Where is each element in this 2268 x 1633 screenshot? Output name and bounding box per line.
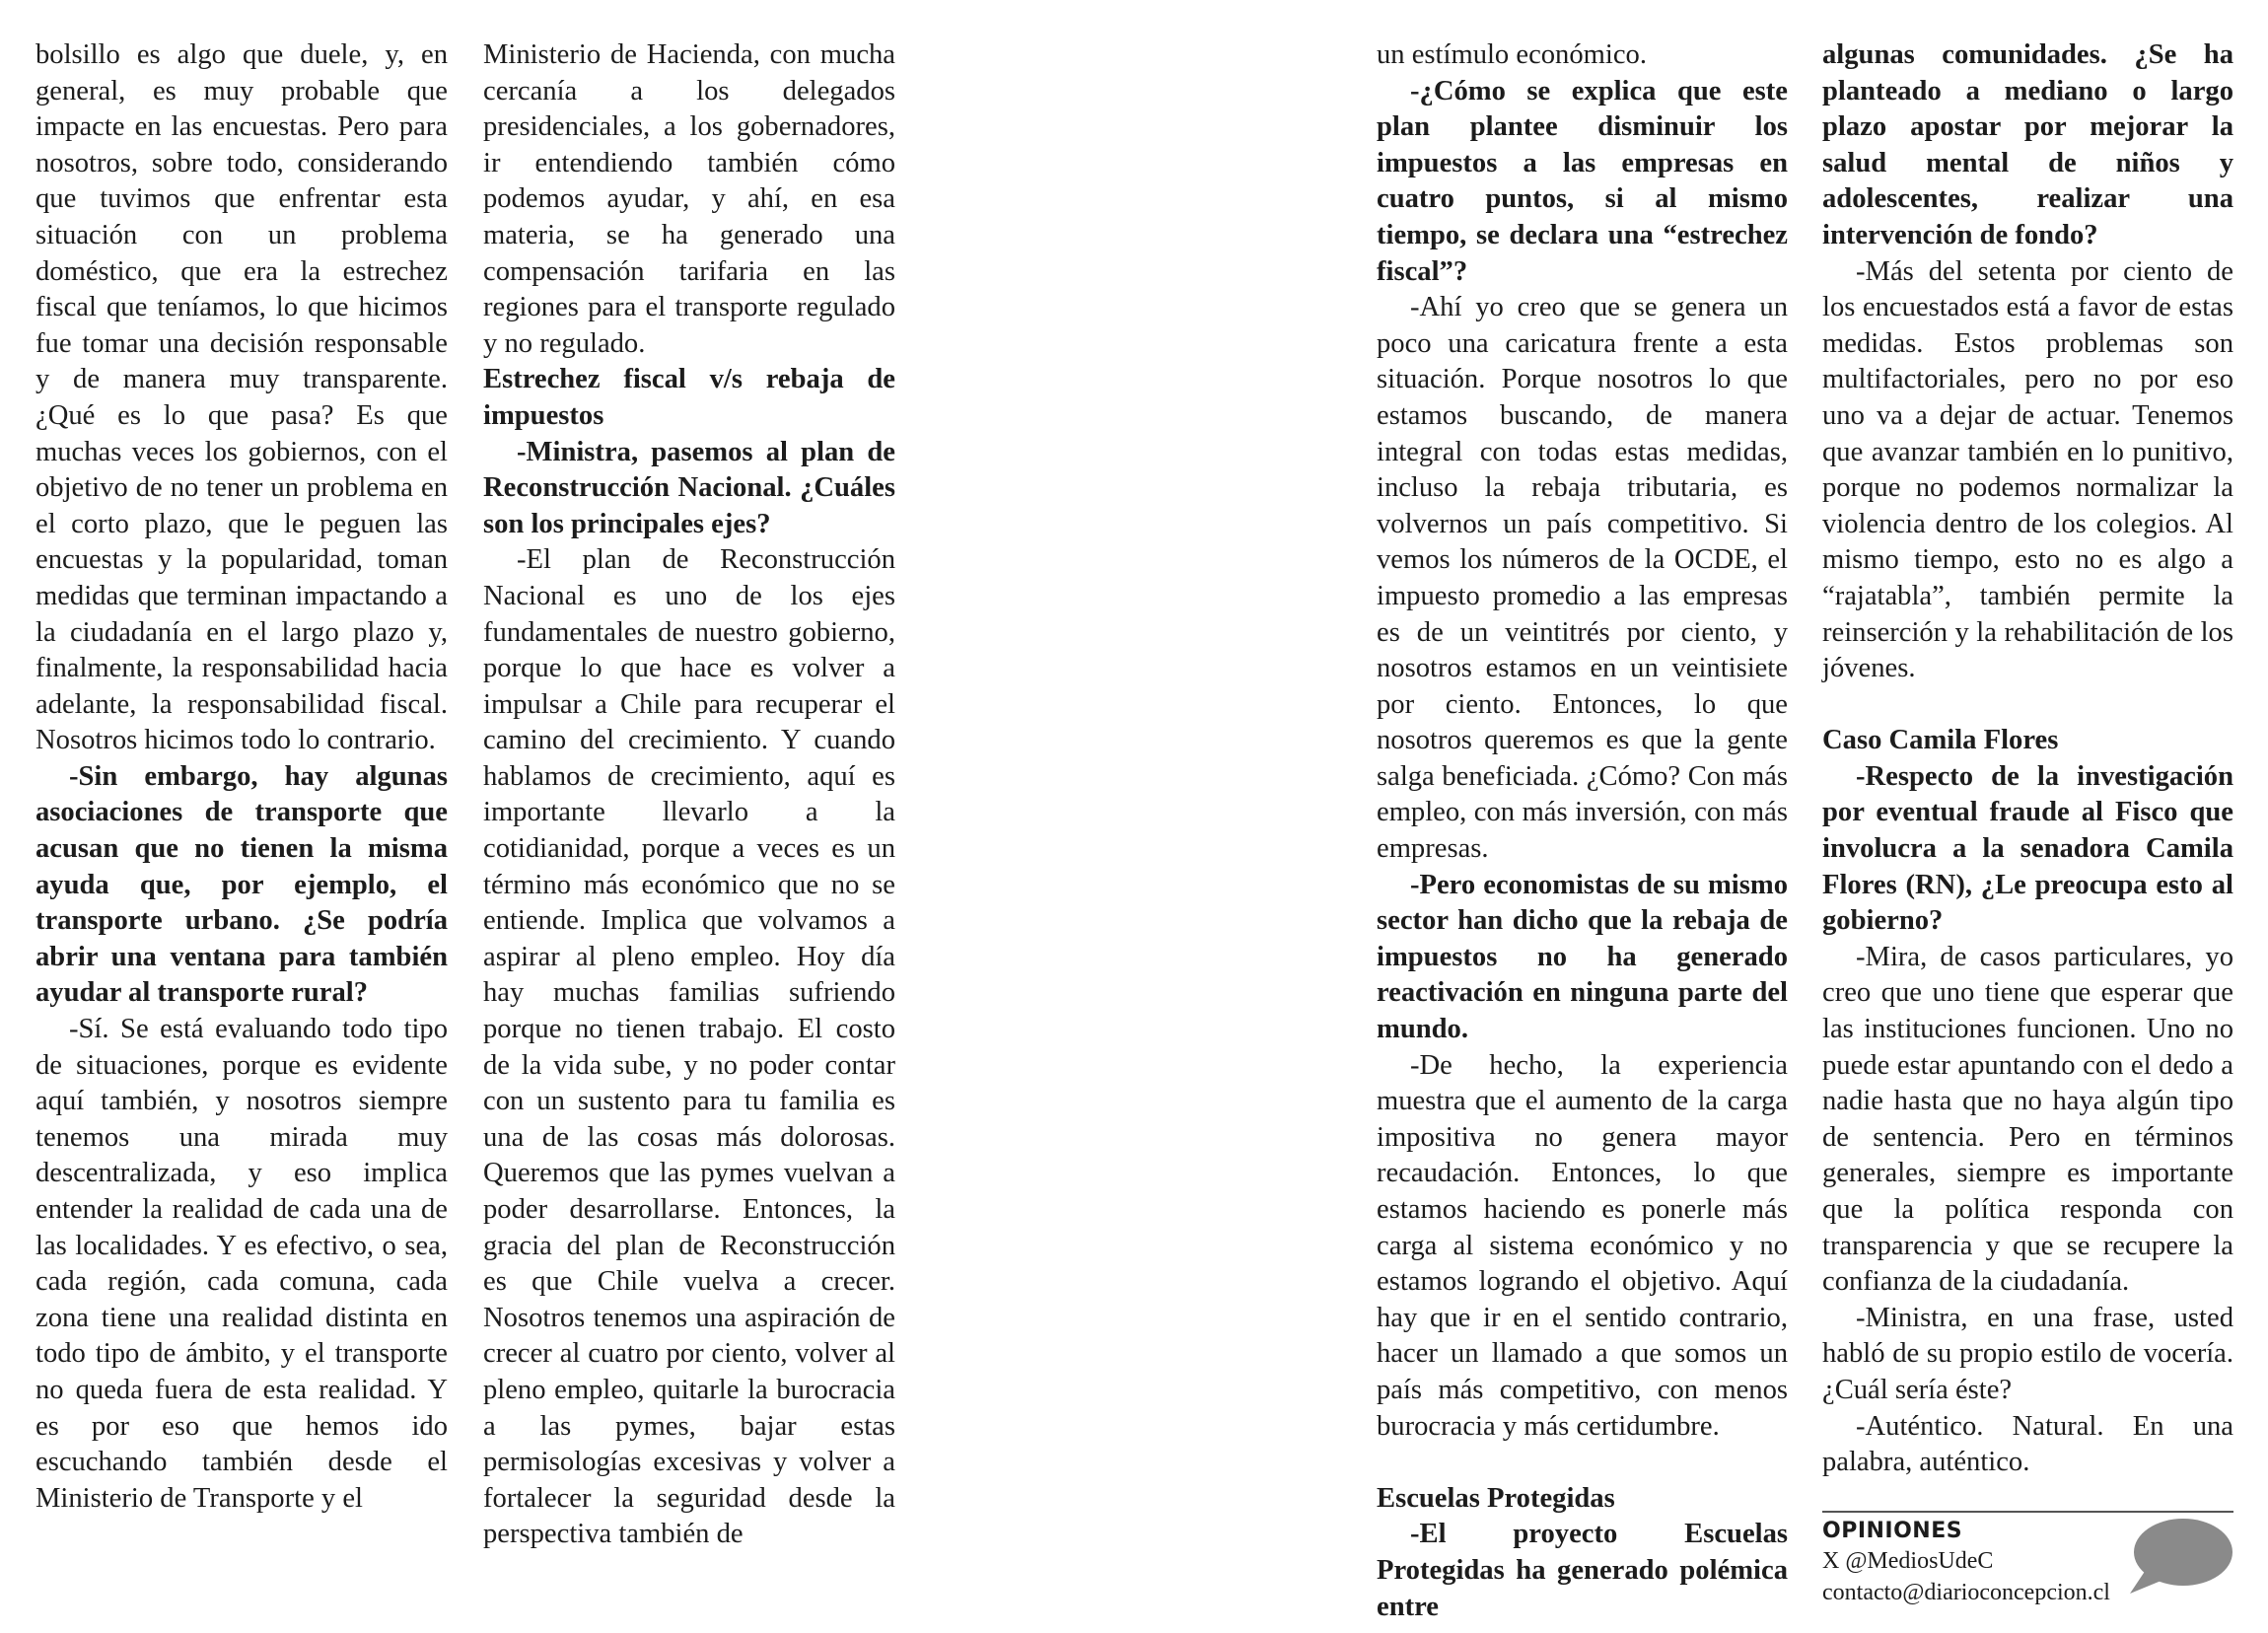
interview-question: -Pero economistas de su mismo sector han dicho que la rebaja de impuestos no ha generado reactivación en ninguna parte del mundo. [1377, 869, 1788, 1045]
interview-question: -Sin embargo, hay algunas asociaciones de transporte que acusan que no tienen la misma ayuda que, por ejemplo, el transporte urbano. ¿Se podría abrir una ventana para también ayudar al transporte rural? [35, 760, 448, 1009]
body-paragraph: -Auténtico. Natural. En una palabra, auténtico. [1822, 1410, 2233, 1478]
body-paragraph: -Más del setenta por ciento de los encuestados está a favor de estas medidas. Estos problemas son multifactoriales, pero no por eso uno va a dejar de actuar. Tenemos que avanzar también en lo punitivo, porque no podemos normalizar la violencia dentro de los colegios. Al mismo tiempo, esto no es algo a “rajatabla”, también permite la reinserción y la rehabilitación de los jóvenes. [1822, 255, 2233, 684]
interview-question: -¿Cómo se explica que este plan plantee disminuir los impuestos a las empresas en cuatro puntos, si al mismo tiempo, se declara una “estrechez fiscal”? [1377, 75, 1788, 287]
interview-question: -Ministra, en una frase, usted habló de su propio estilo de vocería. ¿Cuál sería éste? [1822, 1302, 2233, 1405]
text-column-2 [483, 37, 895, 1553]
opinions-title: OPINIONES [1822, 1519, 1963, 1543]
text-column-1 [35, 37, 448, 1517]
body-paragraph: -De hecho, la experiencia muestra que el aumento de la carga impositiva no genera mayor recaudación. Entonces, lo que estamos haciendo es ponerle más carga al sistema económico y no estamos logrando el objetivo. Aquí hay que ir en el sentido contrario, hacer un llamado a que somos un país más competitivo, con menos burocracia y más certidumbre. [1377, 1049, 1788, 1442]
text-column-4 [1822, 37, 2233, 1481]
spacer [1377, 1445, 1788, 1481]
interview-question: -El proyecto Escuelas Protegidas ha generado polémica entre [1377, 1519, 1788, 1622]
interview-question: -Ministra, pasemos al plan de Reconstrucción Nacional. ¿Cuáles son los principales ejes? [483, 436, 895, 539]
contact-email: contacto@diarioconcepcion.cl [1822, 1580, 2110, 1605]
speech-bubble-icon [2124, 1515, 2234, 1598]
body-paragraph: bolsillo es algo que duele, y, en general, es muy probable que impacte en las encuestas. Pero para nosotros, sobre todo, considerando que tuvimos que enfrentar esta situación con un problema doméstico, que era la estrechez fiscal que teníamos, lo que hicimos fue tomar una decisión responsable y de manera muy transparente. ¿Qué es lo que pasa? Es que muchas veces los gobiernos, con el objetivo de no tener un problema en el corto plazo, que le peguen las encuestas y la popularidad, toman medidas que terminan impactando a la ciudadanía en el largo plazo y, finalmente, la responsabilidad hacia adelante, la responsabilidad fiscal. Nosotros hicimos todo lo contrario. [35, 39, 448, 756]
body-paragraph: -Sí. Se está evaluando todo tipo de situaciones, porque es evidente aquí también, y nosotros siempre tenemos una mirada muy descentralizada, y eso implica entender la realidad de cada una de las localidades. Y es efectivo, o sea, cada región, cada comuna, cada zona tiene una realidad distinta en todo tipo de ámbito, y el transporte no queda fuera de esta realidad. Y es por eso que hemos ido escuchando también desde el Ministerio de Transporte y el [35, 1014, 448, 1514]
spacer [1822, 687, 2233, 724]
social-handle: X @MediosUdeC [1822, 1548, 1994, 1574]
section-subheading: Escuelas Protegidas [1377, 1482, 1615, 1514]
text-column-3 [1377, 37, 1788, 1625]
section-subheading: Estrechez fiscal v/s rebaja de impuestos [483, 364, 895, 431]
opinions-box [1822, 1511, 2233, 1621]
body-paragraph: -Mira, de casos particulares, yo creo que uno tiene que esperar que las instituciones funcionen. Uno no puede estar apuntando con el dedo a nadie hasta que no haya algún tipo de sentencia. Pero en términos generales, siempre es importante que la política responda con transparencia y que se recupere la confianza de la ciudadanía. [1822, 941, 2233, 1298]
body-paragraph: Ministerio de Hacienda, con mucha cercanía a los delegados presidenciales, a los gobernadores, ir entendiendo también cómo podemos ayudar, y ahí, en esa materia, se ha generado una compensación tarifaria en las regiones para el transporte regulado y no regulado. [483, 39, 895, 359]
body-paragraph: -Ahí yo creo que se genera un poco una caricatura frente a esta situación. Porque nosotros lo que estamos buscando, de manera integral con todas estas medidas, incluso la rebaja tributaria, es volvernos un país competitivo. Si vemos los números de la OCDE, el impuesto promedio a las empresas es de un veintitrés por ciento, y nosotros estamos en un veintisiete por ciento. Entonces, lo que nosotros queremos es que la gente salga beneficiada. ¿Cómo? Con más empleo, con más inversión, con más empresas. [1377, 292, 1788, 865]
interview-question: algunas comunidades. ¿Se ha planteado a mediano o largo plazo apostar por mejorar la salud mental de niños y adolescentes, realizar una intervención de fondo? [1822, 39, 2233, 250]
interview-question: -Respecto de la investigación por eventual fraude al Fisco que involucra a la senadora Camila Flores (RN), ¿Le preocupa esto al gobierno? [1822, 760, 2233, 937]
section-subheading: Caso Camila Flores [1822, 725, 2059, 756]
body-paragraph: un estímulo económico. [1377, 39, 1647, 70]
body-paragraph: -El plan de Reconstrucción Nacional es uno de los ejes fundamentales de nuestro gobierno, porque lo que hace es volver a impulsar a Chile para recuperar el camino del crecimiento. Y cuando hablamos de crecimiento, aquí es importante llevarlo a la cotidianidad, porque a veces es un término más económico que no se entiende. Implica que volvamos a aspirar al pleno empleo. Hoy día hay muchas familias sufriendo porque no tienen trabajo. El costo de la vida sube, y no poder contar con un sustento para tu familia es una de las cosas más dolorosas. Queremos que las pymes vuelvan a poder desarrollarse. Entonces, la gracia del plan de Reconstrucción es que Chile vuelva a crecer. Nosotros tenemos una aspiración de crecer al cuatro por ciento, volver al pleno empleo, quitarle la burocracia a las pymes, bajar estas permisologías excesivas y volver a fortalecer la seguridad desde la perspectiva también de [483, 544, 895, 1550]
